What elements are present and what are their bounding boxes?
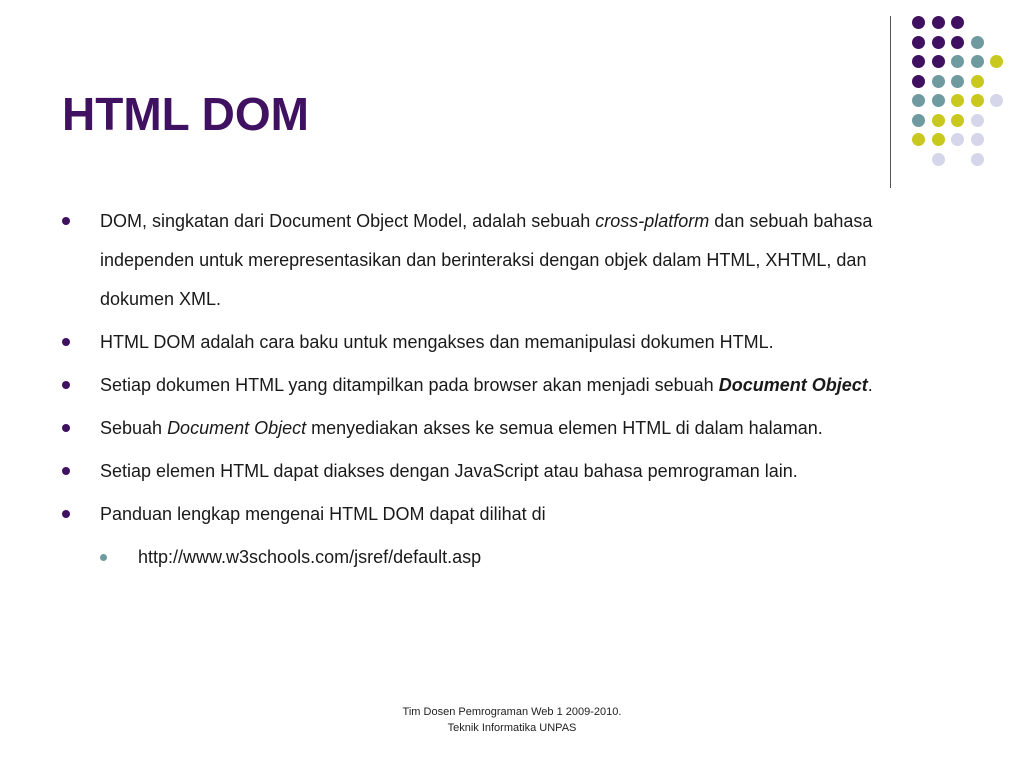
sub-bullet-list: [62, 538, 942, 577]
decorative-dot: [932, 114, 945, 127]
bullet-text-segment: menyediakan akses ke semua elemen HTML di dalam halaman.: [306, 418, 823, 438]
bullet-text: [100, 418, 823, 438]
decorative-dot: [951, 75, 964, 88]
sub-bullet-marker-icon: [100, 554, 107, 561]
slide-title: HTML DOM: [62, 88, 310, 140]
bullet-text-segment: Setiap elemen HTML dapat diakses dengan JavaScript atau bahasa pemrograman lain.: [100, 461, 798, 481]
bullet-text-segment: Sebuah: [100, 418, 168, 438]
bullet-text-segment: HTML DOM adalah cara baku untuk mengakses dan memanipulasi dokumen HTML.: [100, 332, 774, 352]
bullet-marker-icon: [62, 510, 70, 518]
bullet-item: [62, 202, 942, 319]
decorative-dot: [990, 94, 1003, 107]
bullet-marker-icon: [62, 338, 70, 346]
vertical-divider: [890, 16, 891, 188]
decorative-dot: [971, 133, 984, 146]
decorative-dot: [971, 36, 984, 49]
bullet-text-segment: cross-platform: [595, 211, 710, 231]
decorative-dot: [932, 75, 945, 88]
decorative-dot: [971, 94, 984, 107]
bullet-item: [62, 409, 942, 448]
bullet-item: [62, 452, 942, 491]
decorative-dot: [990, 55, 1003, 68]
decorative-dot: [912, 114, 925, 127]
decorative-dot: [912, 94, 925, 107]
footer: [312, 704, 712, 736]
bullet-item: [62, 495, 942, 534]
bullet-text-segment: Document Object: [718, 375, 868, 395]
bullet-text: [100, 211, 872, 309]
bullet-list: [62, 202, 942, 577]
decorative-dot: [951, 55, 964, 68]
decorative-dot: [932, 94, 945, 107]
decorative-dot: [912, 133, 925, 146]
bullet-text-segment: Panduan lengkap mengenai HTML DOM dapat dilihat di: [100, 504, 546, 524]
decorative-dot: [932, 55, 945, 68]
decorative-dot: [912, 55, 925, 68]
bullet-text: [100, 461, 798, 481]
decorative-dot: [971, 114, 984, 127]
decorative-dot: [912, 16, 925, 29]
bullet-text-segment: .: [867, 375, 873, 395]
decorative-dot: [951, 36, 964, 49]
decorative-dot-grid: [912, 16, 1004, 166]
decorative-dot: [951, 114, 964, 127]
bullet-text: [100, 504, 546, 524]
bullet-item: [62, 323, 942, 362]
bullet-marker-icon: [62, 381, 70, 389]
bullet-marker-icon: [62, 217, 70, 225]
decorative-dot: [932, 16, 945, 29]
decorative-dot: [932, 133, 945, 146]
reference-url-text: http://www.w3schools.com/jsref/default.asp: [138, 547, 482, 567]
decorative-dot: [912, 36, 925, 49]
bullet-marker-icon: [62, 467, 70, 475]
bullet-text: [100, 375, 873, 395]
decorative-dot: [912, 75, 925, 88]
decorative-dot: [971, 55, 984, 68]
bullet-marker-icon: [62, 424, 70, 432]
footer-line-2: Teknik Informatika UNPAS: [447, 722, 577, 734]
sub-bullet-item: [100, 538, 942, 577]
bullet-text-segment: Document Object: [167, 418, 307, 438]
decorative-dot: [932, 36, 945, 49]
slide-content: [62, 202, 942, 577]
bullet-text-segment: Setiap dokumen HTML yang ditampilkan pada browser akan menjadi sebuah: [100, 375, 719, 395]
decorative-dot: [951, 16, 964, 29]
bullet-item: [62, 366, 942, 405]
decorative-dot: [971, 153, 984, 166]
bullet-text: [100, 332, 774, 352]
decorative-dot: [951, 133, 964, 146]
footer-line-1: Tim Dosen Pemrograman Web 1 2009-2010.: [402, 706, 622, 718]
decorative-dot: [971, 75, 984, 88]
bullet-text-segment: DOM, singkatan dari Document Object Model, adalah sebuah: [100, 211, 596, 231]
decorative-dot: [932, 153, 945, 166]
bullet-text-segment: dan sebuah bahasa independen untuk merepresentasikan dan berinteraksi dengan objek dalam HTML, XHTML, dan dokumen XML.: [100, 211, 873, 309]
decorative-dot: [951, 94, 964, 107]
